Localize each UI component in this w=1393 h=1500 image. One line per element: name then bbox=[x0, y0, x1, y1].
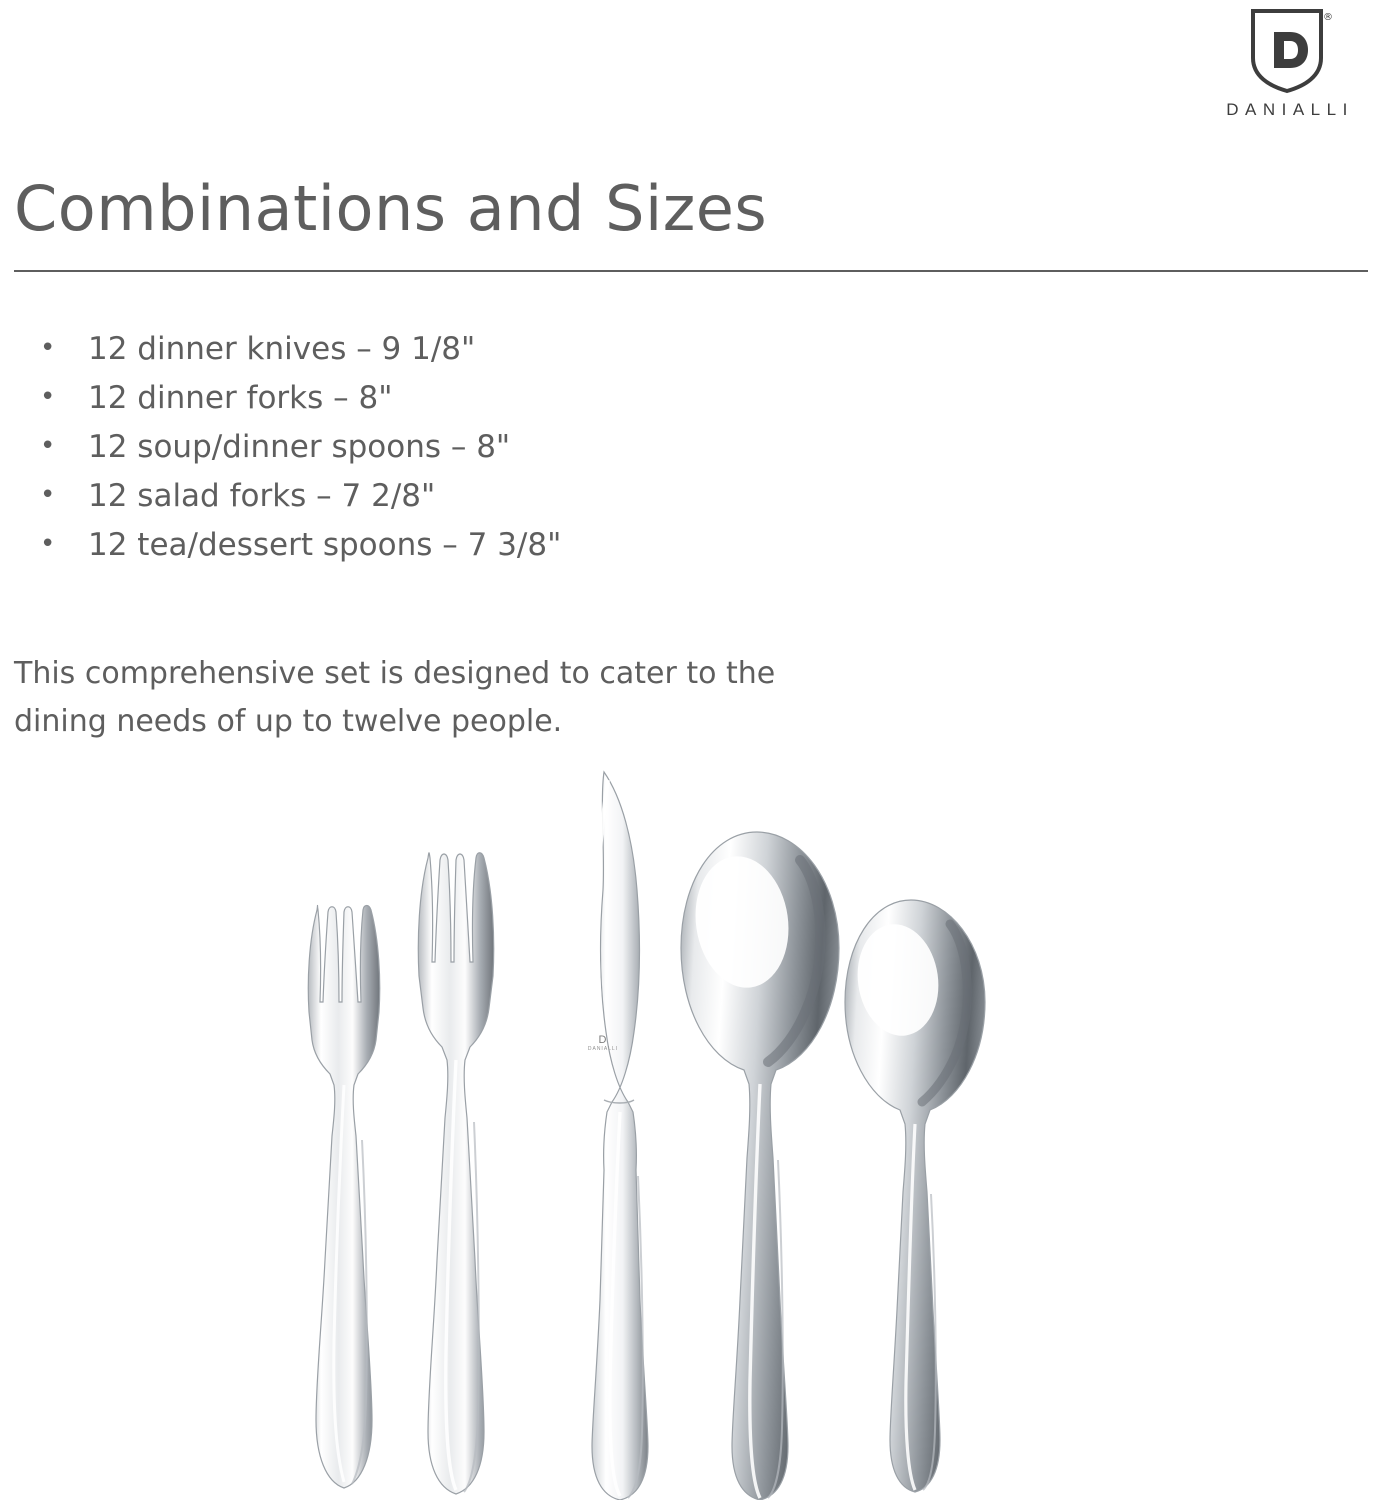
salad-fork bbox=[308, 906, 379, 1489]
knife-mark-name: DANIALLI bbox=[587, 1046, 619, 1052]
list-item: • 12 soup/dinner spoons – 8" bbox=[30, 423, 561, 472]
registered-mark: ® bbox=[1323, 12, 1333, 23]
shield-logo-icon bbox=[1250, 8, 1333, 94]
list-item: • 12 tea/dessert spoons – 7 3/8" bbox=[30, 521, 561, 570]
list-item: • 12 dinner knives – 9 1/8" bbox=[30, 325, 561, 374]
dinner-fork bbox=[418, 853, 493, 1494]
specs-list bbox=[30, 325, 561, 570]
soup-spoon bbox=[681, 832, 839, 1500]
tea-spoon bbox=[845, 900, 985, 1492]
list-item: • 12 dinner forks – 8" bbox=[30, 374, 561, 423]
cutlery-illustration bbox=[0, 740, 1393, 1500]
knife-brand-mark bbox=[578, 1035, 628, 1052]
description-paragraph: This comprehensive set is designed to cater to the dining needs of up to twelve people. bbox=[14, 656, 776, 739]
page-title: Combinations and Sizes bbox=[14, 171, 768, 245]
brand-name: DANIALLI bbox=[1226, 100, 1354, 119]
list-item: • 12 salad forks – 7 2/8" bbox=[30, 472, 561, 521]
knife-mark-letter: D bbox=[598, 1034, 608, 1046]
title-divider bbox=[14, 270, 1368, 272]
dinner-knife bbox=[592, 772, 648, 1500]
brand-logo bbox=[1207, 8, 1367, 120]
